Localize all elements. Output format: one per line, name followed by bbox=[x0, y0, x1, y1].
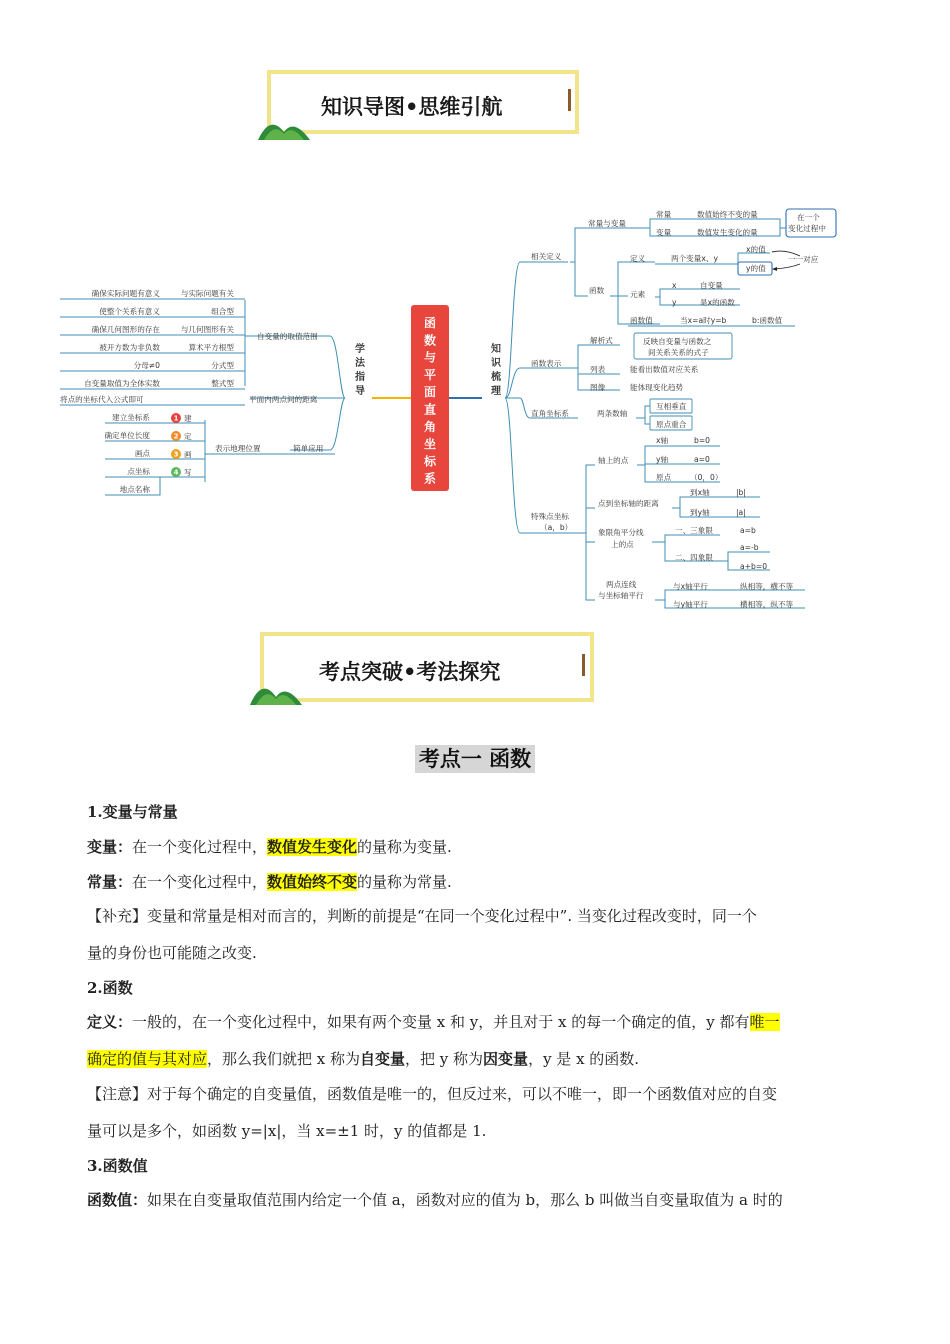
range-item-desc: 确保实际问题有意义 bbox=[91, 289, 160, 298]
svg-text:到y轴: 到y轴 bbox=[690, 508, 710, 517]
center-char: 平 bbox=[423, 367, 437, 382]
svg-text:一、三象限: 一、三象限 bbox=[675, 526, 713, 535]
svg-text:在一个: 在一个 bbox=[797, 213, 820, 222]
center-char: 直 bbox=[423, 402, 437, 417]
para-function-value: 函数值：如果在自变量取值范围内给定一个值 a，函数对应的值为 b，那么 b 叫做当自变量取值为 a 时的 bbox=[87, 1191, 783, 1209]
svg-text:x: x bbox=[672, 281, 677, 290]
para-definition-2: 确定的值与其对应，那么我们就把 x 称为自变量，把 y 称为因变量，y 是 x 的函数. bbox=[87, 1050, 640, 1068]
svg-text:能看出数值对应关系: 能看出数值对应关系 bbox=[630, 365, 699, 374]
simple-app-title: 简单应用 bbox=[293, 444, 324, 453]
left-root-char: 法 bbox=[355, 358, 365, 369]
center-char: 标 bbox=[423, 454, 437, 469]
step-desc: 确定单位长度 bbox=[104, 431, 150, 440]
banner-title: 考点突破•考法探究 bbox=[319, 660, 501, 684]
svg-text:数值始终不变的量: 数值始终不变的量 bbox=[697, 210, 758, 219]
range-item-type: 与几何图形有关 bbox=[180, 325, 234, 334]
svg-text:y的值: y的值 bbox=[746, 264, 766, 273]
svg-text:图像: 图像 bbox=[590, 383, 606, 392]
para-supplement-2: 量的身份也可能随之改变. bbox=[87, 944, 257, 962]
center-char: 面 bbox=[423, 385, 437, 400]
svg-text:当x=a时y=b: 当x=a时y=b bbox=[680, 316, 727, 325]
related-def: 相关定义 bbox=[531, 252, 562, 261]
svg-text:互相垂直: 互相垂直 bbox=[656, 402, 687, 411]
svg-text:变量: 变量 bbox=[656, 228, 672, 237]
svg-text:函数: 函数 bbox=[589, 286, 605, 295]
distance-desc: 将点的坐标代入公式即可 bbox=[60, 395, 144, 404]
step-desc: 点坐标 bbox=[127, 467, 150, 476]
svg-text:a=b: a=b bbox=[740, 526, 756, 535]
geo-title: 表示地理位置 bbox=[215, 444, 261, 453]
banner-accent-bar bbox=[582, 654, 585, 676]
step-number: 2 bbox=[173, 432, 179, 441]
banner-title: 知识导图•思维引航 bbox=[321, 95, 503, 119]
range-item-type: 整式型 bbox=[211, 379, 234, 388]
coord-system: 直角坐标系 bbox=[531, 409, 569, 418]
svg-text:常量与变量: 常量与变量 bbox=[588, 219, 626, 228]
svg-text:数值发生变化的量: 数值发生变化的量 bbox=[697, 228, 758, 237]
range-item-type: 分式型 bbox=[211, 361, 234, 370]
svg-text:定义: 定义 bbox=[630, 254, 646, 263]
svg-text:x轴: x轴 bbox=[656, 436, 669, 445]
svg-text:轴上的点: 轴上的点 bbox=[598, 456, 629, 465]
range-item-desc: 确保几何图形的存在 bbox=[91, 325, 160, 334]
right-root-char: 知 bbox=[491, 344, 501, 355]
heading-variable-constant: 1.变量与常量 bbox=[87, 803, 178, 821]
svg-text:纵相等，横不等: 纵相等，横不等 bbox=[740, 582, 794, 591]
banner-exam-points bbox=[260, 632, 594, 702]
svg-text:|a|: |a| bbox=[736, 508, 746, 517]
special-points: 特殊点坐标 bbox=[531, 512, 569, 521]
func-repr: 函数表示 bbox=[531, 359, 562, 368]
center-char: 数 bbox=[423, 333, 437, 348]
svg-text:两个变量x、y: 两个变量x、y bbox=[671, 254, 718, 263]
center-char: 系 bbox=[423, 471, 437, 486]
step-desc: 画点 bbox=[134, 449, 150, 458]
svg-text:列表: 列表 bbox=[590, 365, 606, 374]
svg-text:二、四象限: 二、四象限 bbox=[675, 553, 713, 562]
svg-text:间关系关系的式子: 间关系关系的式子 bbox=[648, 348, 709, 357]
svg-text:a=0: a=0 bbox=[694, 455, 710, 464]
para-constant: 常量：在一个变化过程中，数值始终不变的量称为常量. bbox=[87, 873, 452, 891]
para-supplement-1: 【补充】变量和常量是相对而言的，判断的前提是“在同一个变化过程中”. 当变化过程改变时，同一个 bbox=[87, 907, 757, 925]
step-word: 建 bbox=[184, 414, 192, 423]
svg-text:与坐标轴平行: 与坐标轴平行 bbox=[598, 591, 644, 600]
svg-text:上的点: 上的点 bbox=[611, 540, 634, 549]
range-item-desc: 自变量取值为全体实数 bbox=[84, 379, 160, 388]
svg-text:自变量: 自变量 bbox=[700, 281, 723, 290]
heading-function: 2.函数 bbox=[87, 979, 133, 997]
svg-text:与x轴平行: 与x轴平行 bbox=[673, 582, 708, 591]
range-item-type: 组合型 bbox=[211, 307, 234, 316]
svg-text:y轴: y轴 bbox=[656, 455, 669, 464]
svg-text:b:函数值: b:函数值 bbox=[752, 316, 783, 325]
range-item-type: 与实际问题有关 bbox=[180, 289, 234, 298]
hill-icon bbox=[248, 675, 308, 715]
svg-text:能体现变化趋势: 能体现变化趋势 bbox=[630, 383, 684, 392]
svg-text:原点重合: 原点重合 bbox=[656, 420, 687, 429]
center-char: 角 bbox=[423, 419, 437, 434]
step-desc: 地点名称 bbox=[119, 485, 150, 494]
left-root-char: 学 bbox=[355, 344, 365, 355]
svg-text:是x的函数: 是x的函数 bbox=[700, 298, 735, 307]
svg-text:解析式: 解析式 bbox=[590, 336, 613, 345]
right-root-char: 理 bbox=[491, 386, 501, 397]
range-item-type: 算术平方根型 bbox=[188, 343, 234, 352]
range-item-desc: 被开方数为非负数 bbox=[99, 343, 160, 352]
svg-text:a=-b: a=-b bbox=[740, 543, 759, 552]
svg-text:变化过程中: 变化过程中 bbox=[788, 224, 826, 233]
center-char: 坐 bbox=[423, 437, 437, 452]
svg-text:反映自变量与函数之: 反映自变量与函数之 bbox=[643, 337, 712, 346]
right-root-char: 梳 bbox=[491, 372, 501, 383]
svg-text:常量: 常量 bbox=[656, 210, 672, 219]
svg-text:两点连线: 两点连线 bbox=[606, 580, 637, 589]
svg-text:x的值: x的值 bbox=[746, 245, 766, 254]
svg-text:a+b=0: a+b=0 bbox=[740, 562, 768, 571]
para-variable: 变量：在一个变化过程中，数值发生变化的量称为变量. bbox=[87, 838, 452, 856]
svg-text:元素: 元素 bbox=[630, 290, 646, 299]
left-root-char: 导 bbox=[355, 386, 365, 397]
step-number: 1 bbox=[173, 414, 179, 423]
step-word: 写 bbox=[184, 468, 192, 477]
svg-text:原点: 原点 bbox=[656, 473, 672, 482]
svg-text:y: y bbox=[672, 298, 677, 307]
step-number: 3 bbox=[173, 450, 179, 459]
svg-text:两条数轴: 两条数轴 bbox=[597, 409, 628, 418]
svg-text:函数值: 函数值 bbox=[630, 316, 653, 325]
svg-text:到x轴: 到x轴 bbox=[690, 488, 710, 497]
svg-text:象限角平分线: 象限角平分线 bbox=[598, 528, 644, 537]
svg-text:横相等，纵不等: 横相等，纵不等 bbox=[740, 600, 794, 609]
special-points-ab: （a，b） bbox=[540, 523, 573, 532]
para-note-1: 【注意】对于每个确定的自变量值，函数值是唯一的，但反过来，可以不唯一，即一个函数值对应的自变 bbox=[87, 1085, 778, 1103]
mind-map bbox=[0, 0, 950, 640]
range-item-desc: 分母≠0 bbox=[133, 361, 160, 370]
center-char: 与 bbox=[423, 350, 437, 365]
svg-text:与y轴平行: 与y轴平行 bbox=[673, 600, 708, 609]
svg-text:点到坐标轴的距离: 点到坐标轴的距离 bbox=[598, 499, 659, 508]
distance-title: 平面内两点间的距离 bbox=[249, 395, 318, 404]
section-title: 考点一 函数 bbox=[0, 743, 950, 773]
svg-text:|b|: |b| bbox=[736, 488, 746, 497]
left-root-char: 指 bbox=[355, 372, 365, 383]
svg-text:b=0: b=0 bbox=[694, 436, 711, 445]
svg-text:（0，0）: （0，0） bbox=[690, 473, 723, 482]
range-item-desc: 使整个关系有意义 bbox=[99, 307, 160, 316]
svg-text:一一对应: 一一对应 bbox=[788, 255, 819, 264]
para-definition-1: 定义：一般的，在一个变化过程中，如果有两个变量 x 和 y，并且对于 x 的每一个确定的值，y 都有唯一 bbox=[87, 1013, 780, 1031]
step-number: 4 bbox=[173, 468, 179, 477]
step-word: 画 bbox=[184, 450, 192, 459]
range-title: 自变量的取值范围 bbox=[257, 332, 318, 341]
center-char: 函 bbox=[423, 316, 437, 330]
heading-function-value: 3.函数值 bbox=[87, 1157, 148, 1175]
step-desc: 建立坐标系 bbox=[112, 413, 150, 422]
step-word: 定 bbox=[184, 432, 192, 441]
para-note-2: 量可以是多个，如函数 y=|x|，当 x=±1 时，y 的值都是 1. bbox=[87, 1122, 487, 1140]
right-root-char: 识 bbox=[491, 358, 501, 369]
